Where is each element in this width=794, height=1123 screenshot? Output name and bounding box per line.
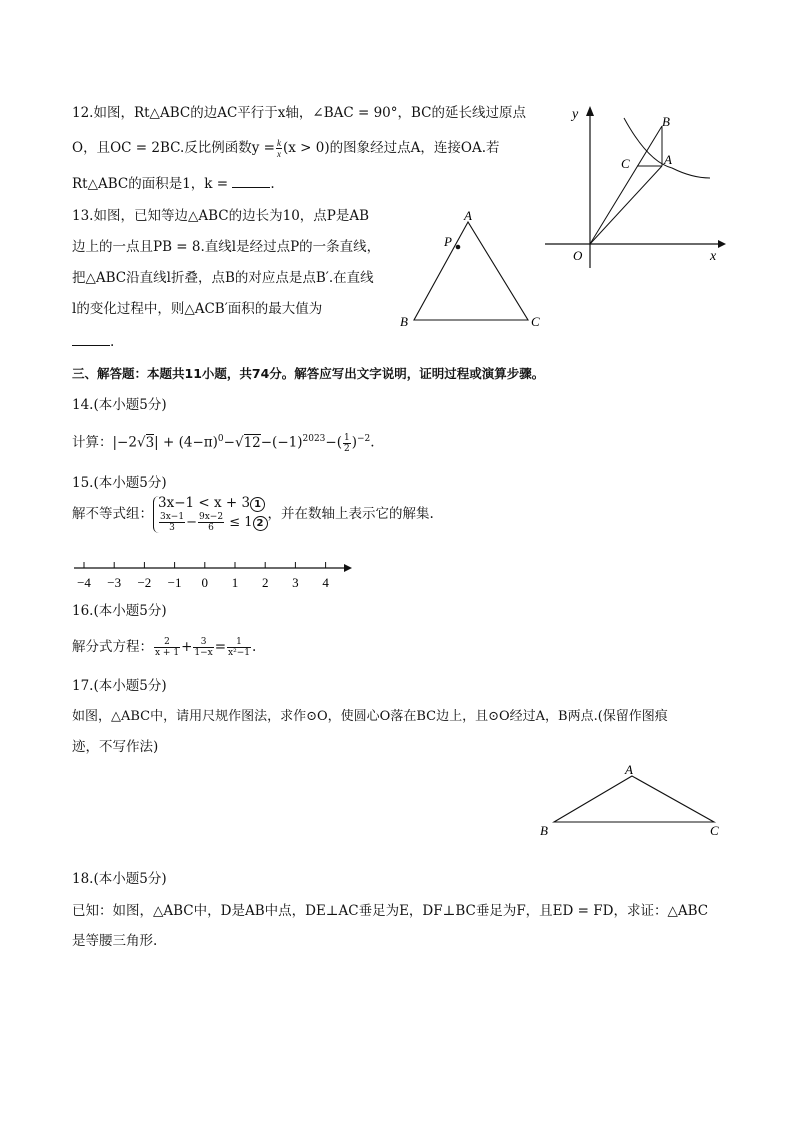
q12-y-arrow [586,106,594,116]
q12-figure [540,98,730,268]
q17-line1: 如图，△ABC中，请用尺规作图法，求作⊙O，使圆心O落在BC边上，且⊙O经过A，B两点.(保留作图痕 [72,709,668,724]
q12-label-y: y [572,107,579,122]
q17-label-c: C [710,823,719,838]
q14-p2: | + (4−π) [154,434,218,451]
q15-tick-label: −2 [137,575,152,590]
q15-f2-den: 6 [208,523,214,533]
q15-number-line [70,558,360,594]
q15-axis-arrow [344,564,352,572]
q12-label-o: O [573,248,583,263]
q15-f2-num: 9x−2 [198,512,224,522]
q16-frac1 [154,637,180,658]
q15-header: 15.(本小题5分) [72,475,167,491]
q15-f1-den: 3 [169,523,175,533]
q14-p3: − [223,434,235,451]
q16-frac3 [227,637,251,658]
q12-line3-a: Rt△ABC的面积是1，k = [72,176,229,192]
q13-line2: 边上的一点且PB = 8.直线l是经过点P的一条直线， [72,239,381,255]
q14-expression: 计算：$|-2√3| + (4-\pi)^0-√12-(-1)^{2023}-$( $\frac{1}{2}$ )$^{-2}$. [72,432,375,454]
q14-p1: |−2 [112,434,137,451]
q17-figure [536,760,726,840]
q13-line5 [72,333,114,351]
q14-header: 14.(本小题5分) [72,397,167,413]
q12-label-x: x [710,249,717,264]
q16-f1-num: 2 [154,637,180,648]
q14-p5: −( [325,434,342,451]
q14-p4: −(−1) [260,434,303,451]
q13-line3: 把△ABC沿直线l折叠，点B的对应点是点B′.在直线 [72,270,374,286]
q14-p2-exp: 0 [217,434,224,444]
q17-label-a: A [625,762,633,777]
q15-tick-label: 1 [231,575,239,590]
q17-header: 17.(本小题5分) [72,678,167,694]
q12-line2-b: (x > 0)的图象经过点A，连接OA.若 [283,140,500,156]
q15-ticks [77,562,329,590]
q15-frac2 [198,512,224,533]
q14-frac-den: 2 [344,443,350,454]
q14-p1-root: 3 [145,434,155,451]
q13-label-a: A [464,208,472,223]
q15-label: 解不等式组： [72,506,153,522]
q16-frac2 [193,637,213,658]
q15-mark1: 1 [250,497,265,512]
q12-frac-den: x [277,149,281,159]
q14-label: 计算： [72,434,113,451]
q12-x-arrow [718,240,726,248]
section3-heading: 三、解答题：本题共11小题，共74分。解答应写出文字说明，证明过程或演算步骤。 [72,366,545,381]
q16-f2-den: 1−x [194,648,213,658]
q13-label-p: P [444,234,452,249]
q16-eq: = [214,639,227,655]
q13-label-c: C [531,314,540,329]
q15-tick-label: −3 [107,575,122,590]
q13-line4: l的变化过程中，则△ACB′面积的最大值为 [72,301,323,317]
q16-label: 解分式方程： [72,639,153,655]
q17-label-b: B [540,823,548,838]
q15-tick-label: 0 [201,575,209,590]
q12-line3 [72,175,275,193]
q14-end: . [370,434,375,451]
q16-f3-num: 1 [227,637,251,648]
q12-line2 [72,138,500,159]
q15-tick-label: −4 [77,575,91,590]
q13-figure [396,206,552,332]
q15-tick-label: 3 [292,575,299,590]
q14-p6-exp: −2 [357,434,371,444]
q15-tick-label: −1 [167,575,182,590]
q15-system [72,496,434,533]
q18-header: 18.(本小题5分) [72,871,167,887]
q12-line3-b: . [270,176,275,192]
q16-f2-num: 3 [193,637,213,648]
q12-label-c: C [621,156,630,171]
q12-label-b: B [662,114,670,129]
q15-inequality-system [153,496,268,533]
q15-tick-label: 4 [322,575,329,590]
q14-p4-exp: 2023 [302,434,326,444]
q13-answer-blank [72,333,110,346]
q18-line1: 已知：如图，△ABC中，D是AB中点，DE⊥AC垂足为E，DF⊥BC垂足为F，且ED = FD，求证：△ABC [72,903,709,919]
q13-line5-end: . [110,334,115,350]
q12-line-ob [590,126,662,244]
q15-minus: − [186,515,197,530]
q14-fraction [343,433,351,454]
q12-frac-num: k [277,138,281,148]
q15-ineq1: 3x−1 < x + 3 [158,495,251,511]
q12-fraction [276,138,282,159]
q14-p3-root: 12 [243,434,261,451]
q12-line1: 12.如图，Rt△ABC的边AC平行于x轴，∠BAC = 90°，BC的延长线过原点 [72,105,527,121]
q13-label-b: B [400,314,408,329]
q17-triangle [554,776,714,822]
q13-point-p [456,245,461,250]
q15-ineq2-tail: ≤ 1 [229,515,253,530]
q12-label-a: A [664,152,672,167]
q16-plus: + [181,639,193,655]
q15-tail: ，并在数轴上表示它的解集. [267,506,434,522]
q17-line2: 迹，不写作法) [72,739,159,755]
q14-p6: ) [351,434,358,451]
q16-header: 16.(本小题5分) [72,603,167,619]
q15-mark2: 2 [253,516,268,531]
q15-f1-num: 3x−1 [160,512,185,522]
q12-answer-blank [232,175,270,188]
q13-triangle [414,222,528,320]
q16-f3-den: x²−1 [228,648,250,658]
q12-line2-a: O，且OC = 2BC.反比例函数y = [72,140,275,156]
q15-frac1 [159,512,185,533]
q16-f1-den: x + 1 [155,648,180,658]
q16-end: . [252,639,257,655]
q16-equation [72,637,256,658]
q18-line2: 是等腰三角形. [72,933,158,949]
q12-line-oa [590,166,662,244]
q14-frac-num: 1 [344,432,350,443]
q15-tick-label: 2 [261,575,269,590]
q13-line1: 13.如图，已知等边△ABC的边长为10，点P是AB [72,208,370,224]
